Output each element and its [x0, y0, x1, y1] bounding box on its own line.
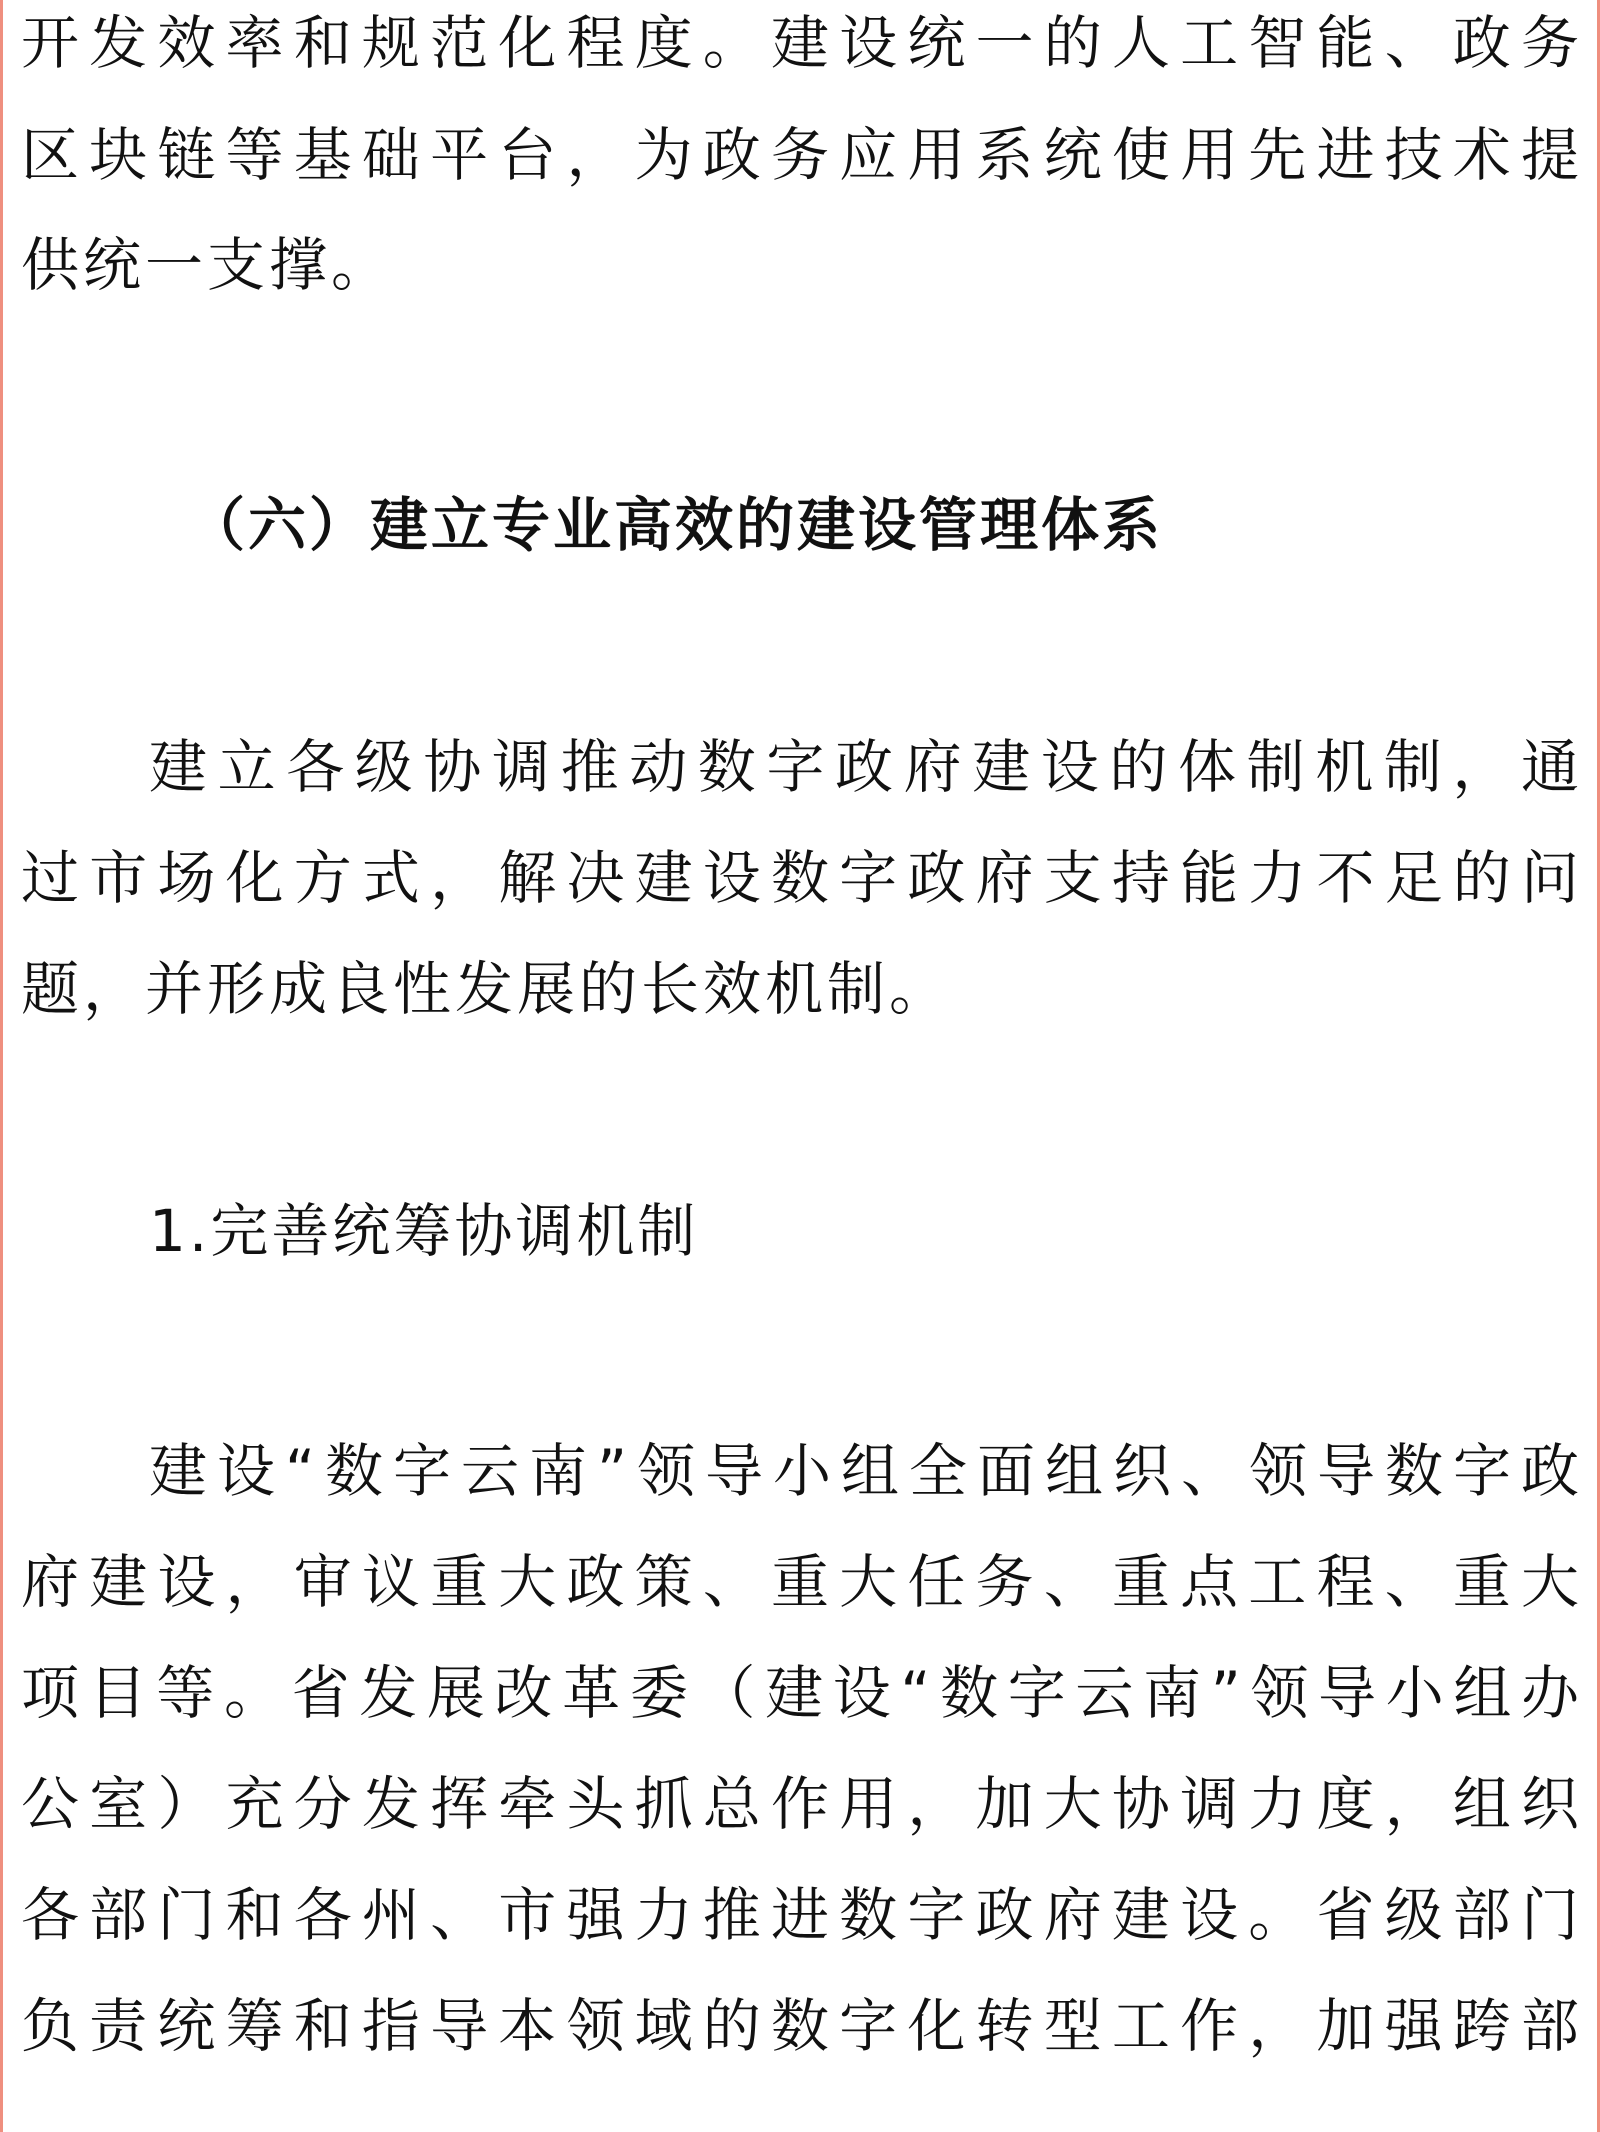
section-heading: （六）建立专业高效的建设管理体系 [187, 491, 1164, 559]
paragraph-3-line-1: 建设“数字云南”领导小组全面组织、领导数字政 [149, 1437, 1583, 1505]
paragraph-1-line-2: 区块链等基础平台，为政务应用系统使用先进技术提 [21, 121, 1583, 189]
paragraph-2-line-2: 过市场化方式，解决建设数字政府支持能力不足的问 [21, 844, 1583, 912]
subsection-heading: 1.完善统筹协调机制 [149, 1197, 699, 1265]
paragraph-3-line-5: 各部门和各州、市强力推进数字政府建设。省级部门 [21, 1881, 1583, 1949]
paragraph-1-line-3: 供统一支撑。 [21, 231, 394, 299]
paragraph-3-line-3: 项目等。省发展改革委（建设“数字云南”领导小组办 [21, 1659, 1583, 1727]
paragraph-2-line-1: 建立各级协调推动数字政府建设的体制机制，通 [149, 733, 1583, 801]
paragraph-1-line-1: 开发效率和规范化程度。建设统一的人工智能、政务 [21, 9, 1583, 77]
paragraph-2-line-3: 题，并形成良性发展的长效机制。 [21, 955, 952, 1023]
paragraph-3-line-4: 公室）充分发挥牵头抓总作用，加大协调力度，组织 [21, 1770, 1583, 1838]
paragraph-3-line-6: 负责统筹和指导本领域的数字化转型工作，加强跨部 [21, 1992, 1583, 2060]
paragraph-3-line-2: 府建设，审议重大政策、重大任务、重点工程、重大 [21, 1548, 1583, 1616]
